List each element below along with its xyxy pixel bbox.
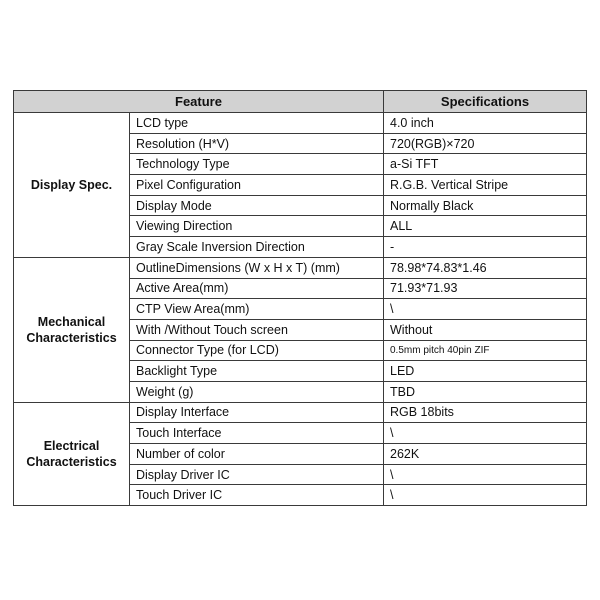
feature-cell: Touch Driver IC (130, 485, 384, 506)
value-cell: \ (384, 299, 587, 320)
value-cell: R.G.B. Vertical Stripe (384, 175, 587, 196)
specifications-header: Specifications (384, 91, 587, 113)
group-mechanical (14, 257, 130, 402)
value-cell: LED (384, 361, 587, 382)
feature-cell: Connector Type (for LCD) (130, 340, 384, 361)
feature-cell: Weight (g) (130, 381, 384, 402)
value-cell: 720(RGB)×720 (384, 133, 587, 154)
table-row (14, 113, 587, 134)
feature-header: Feature (14, 91, 384, 113)
group-title-line: Electrical (43, 438, 100, 453)
value-cell: ALL (384, 216, 587, 237)
value-cell: \ (384, 464, 587, 485)
header-row (14, 91, 587, 113)
feature-cell: Number of color (130, 444, 384, 465)
group-title-line: Mechanical (37, 314, 106, 329)
value-cell: 4.0 inch (384, 113, 587, 134)
value-cell: Without (384, 319, 587, 340)
feature-cell: Touch Interface (130, 423, 384, 444)
value-cell: \ (384, 485, 587, 506)
table-row (14, 402, 587, 423)
table-row (14, 257, 587, 278)
value-cell: 78.98*74.83*1.46 (384, 257, 587, 278)
value-cell: a-Si TFT (384, 154, 587, 175)
feature-cell: Gray Scale Inversion Direction (130, 237, 384, 258)
value-cell: \ (384, 423, 587, 444)
feature-cell: OutlineDimensions (W x H x T) (mm) (130, 257, 384, 278)
value-cell: RGB 18bits (384, 402, 587, 423)
feature-cell: Display Interface (130, 402, 384, 423)
feature-cell: Display Mode (130, 195, 384, 216)
group-electrical (14, 402, 130, 505)
feature-cell: CTP View Area(mm) (130, 299, 384, 320)
group-title-line: Characteristics (26, 454, 117, 469)
value-cell: 262K (384, 444, 587, 465)
feature-cell: Active Area(mm) (130, 278, 384, 299)
group-display-spec (14, 113, 130, 258)
feature-cell: LCD type (130, 113, 384, 134)
group-title-line: Display Spec. (30, 177, 113, 192)
value-cell: - (384, 237, 587, 258)
feature-cell: Viewing Direction (130, 216, 384, 237)
group-title-line: Characteristics (26, 330, 117, 345)
feature-cell: Display Driver IC (130, 464, 384, 485)
value-cell: TBD (384, 381, 587, 402)
feature-cell: Pixel Configuration (130, 175, 384, 196)
feature-cell: Technology Type (130, 154, 384, 175)
feature-cell: Resolution (H*V) (130, 133, 384, 154)
feature-cell: With /Without Touch screen (130, 319, 384, 340)
spec-table (13, 90, 587, 506)
value-cell: Normally Black (384, 195, 587, 216)
feature-cell: Backlight Type (130, 361, 384, 382)
value-cell: 71.93*71.93 (384, 278, 587, 299)
value-cell: 0.5mm pitch 40pin ZIF (384, 340, 587, 361)
